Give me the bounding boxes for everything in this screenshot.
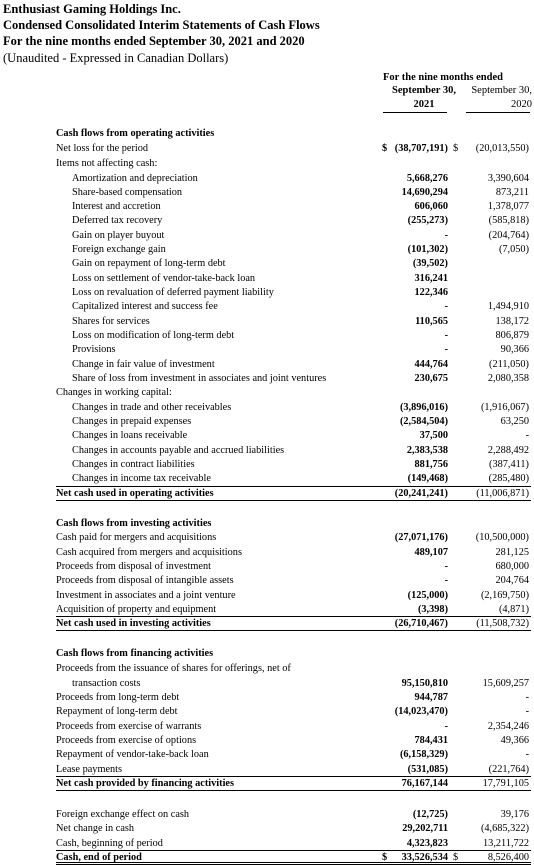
table-row bbox=[0, 415, 534, 428]
table-row bbox=[0, 329, 534, 342]
row-label: Foreign exchange gain bbox=[72, 244, 166, 255]
table-row bbox=[0, 720, 534, 733]
value-2021: (38,707,191) bbox=[394, 143, 448, 154]
row-label: Shares for services bbox=[72, 316, 150, 327]
value-2020: 8,526,400 bbox=[487, 852, 529, 863]
value-2020: 63,250 bbox=[500, 416, 529, 427]
value-2021: 122,346 bbox=[414, 287, 448, 298]
value-2020: (221,764) bbox=[488, 764, 529, 775]
value-2021: (26,710,467) bbox=[394, 618, 448, 629]
value-2020: 281,125 bbox=[495, 547, 529, 558]
row-label: transaction costs bbox=[72, 678, 141, 689]
row-label: Changes in working capital: bbox=[56, 387, 172, 398]
table-row bbox=[0, 763, 534, 776]
value-2021: - bbox=[444, 721, 448, 732]
table-row bbox=[0, 358, 534, 371]
row-label: Net change in cash bbox=[56, 823, 135, 834]
table-row bbox=[0, 748, 534, 761]
table-row bbox=[0, 272, 534, 285]
value-2020: 17,791,105 bbox=[482, 778, 529, 789]
section-total-row bbox=[0, 487, 534, 500]
section-total-row bbox=[0, 617, 534, 630]
value-2021: (39,502) bbox=[412, 258, 448, 269]
table-row bbox=[0, 200, 534, 213]
table-row bbox=[0, 734, 534, 747]
value-2020: 2,288,492 bbox=[487, 445, 529, 456]
value-2020: - bbox=[525, 692, 529, 703]
investing-bottom-rule bbox=[56, 630, 531, 631]
value-2020: - bbox=[525, 706, 529, 717]
value-2021: (2,584,504) bbox=[399, 416, 448, 427]
row-label: Share-based compensation bbox=[72, 187, 183, 198]
company-name: Enthusiast Gaming Holdings Inc. bbox=[3, 2, 181, 16]
value-2020: (585,818) bbox=[488, 215, 529, 226]
value-2021: 784,431 bbox=[414, 735, 448, 746]
table-row bbox=[0, 837, 534, 850]
row-label: Net loss for the period bbox=[56, 143, 149, 154]
row-label: Changes in income tax receivable bbox=[72, 473, 211, 484]
table-row bbox=[0, 315, 534, 328]
row-label: Proceeds from exercise of warrants bbox=[56, 721, 202, 732]
row-label: Proceeds from disposal of investment bbox=[56, 561, 211, 572]
value-2020: 806,879 bbox=[495, 330, 529, 341]
row-label: Net cash provided by financing activities bbox=[56, 778, 235, 789]
value-2021: (6,158,329) bbox=[399, 749, 448, 760]
column-group-label: For the nine months ended bbox=[383, 72, 503, 83]
value-2020: (10,500,000) bbox=[475, 532, 529, 543]
row-label: Cash, end of period bbox=[56, 852, 142, 863]
value-2020: (7,050) bbox=[498, 244, 529, 255]
row-label: Change in fair value of investment bbox=[72, 359, 215, 370]
section-heading bbox=[0, 127, 534, 140]
table-row bbox=[0, 458, 534, 471]
row-label: Provisions bbox=[72, 344, 116, 355]
row-label: Proceeds from exercise of options bbox=[56, 735, 197, 746]
row-label: Changes in trade and other receivables bbox=[72, 402, 232, 413]
value-2021: 110,565 bbox=[415, 316, 448, 327]
table-row bbox=[0, 300, 534, 313]
value-2021: (12,725) bbox=[412, 809, 448, 820]
value-2021: - bbox=[444, 561, 448, 572]
row-label: Changes in prepaid expenses bbox=[72, 416, 192, 427]
ending-cash-top-rule bbox=[56, 850, 531, 851]
table-row bbox=[0, 444, 534, 457]
value-2020: 2,354,246 bbox=[487, 721, 529, 732]
value-2021: (149,468) bbox=[407, 473, 448, 484]
value-2020: 49,366 bbox=[500, 735, 529, 746]
value-2021: - bbox=[444, 230, 448, 241]
value-2020: (1,916,067) bbox=[480, 402, 529, 413]
row-label: Investment in associates and a joint venture bbox=[56, 590, 236, 601]
row-label: Cash flows from investing activities bbox=[56, 518, 212, 529]
operating-total-rule bbox=[56, 486, 531, 487]
row-label: Changes in accounts payable and accrued liabilities bbox=[72, 445, 285, 456]
row-label: Loss on revaluation of deferred payment liability bbox=[72, 287, 274, 298]
value-2021: (27,071,176) bbox=[394, 532, 448, 543]
value-2020: 1,494,910 bbox=[487, 301, 529, 312]
value-2020: (11,006,871) bbox=[476, 488, 529, 499]
financing-total-rule bbox=[56, 776, 531, 777]
value-2020: (4,871) bbox=[498, 604, 529, 615]
value-2020: (211,050) bbox=[489, 359, 529, 370]
currency-note: (Unaudited - Expressed in Canadian Dollars) bbox=[3, 51, 229, 65]
table-row bbox=[0, 142, 534, 155]
table-row bbox=[0, 343, 534, 356]
row-label: Interest and accretion bbox=[72, 201, 161, 212]
value-2021: 14,690,294 bbox=[401, 187, 448, 198]
currency-symbol-2020: $ bbox=[453, 143, 459, 154]
value-2021: 489,107 bbox=[414, 547, 448, 558]
row-label: Proceeds from long-term debt bbox=[56, 692, 180, 703]
row-label: Capitalized interest and success fee bbox=[72, 301, 218, 312]
row-label: Cash flows from financing activities bbox=[56, 648, 214, 659]
value-2021: (255,273) bbox=[407, 215, 448, 226]
value-2021: - bbox=[444, 330, 448, 341]
row-label: Net cash used in investing activities bbox=[56, 618, 211, 629]
section-total-row bbox=[0, 777, 534, 790]
table-row bbox=[0, 172, 534, 185]
value-2021: (101,302) bbox=[407, 244, 448, 255]
value-2021: (531,085) bbox=[407, 764, 448, 775]
table-row bbox=[0, 822, 534, 835]
value-2021: 95,150,810 bbox=[401, 678, 448, 689]
table-row bbox=[0, 286, 534, 299]
operating-bottom-rule bbox=[56, 500, 531, 501]
table-row bbox=[0, 186, 534, 199]
value-2020: 873,211 bbox=[495, 187, 529, 198]
row-label: Cash acquired from mergers and acquisitions bbox=[56, 547, 242, 558]
value-2021: 37,500 bbox=[419, 430, 448, 441]
currency-symbol-2021: $ bbox=[382, 852, 388, 863]
row-label: Proceeds from the issuance of shares for offerings, net of bbox=[56, 663, 291, 674]
table-row bbox=[0, 531, 534, 544]
table-row bbox=[0, 429, 534, 442]
table-row bbox=[0, 808, 534, 821]
table-row bbox=[0, 401, 534, 414]
financing-bottom-rule bbox=[56, 790, 531, 791]
table-row bbox=[0, 705, 534, 718]
value-2020: - bbox=[525, 430, 529, 441]
section-heading bbox=[0, 517, 534, 530]
currency-symbol-2020: $ bbox=[453, 852, 459, 863]
investing-total-rule bbox=[56, 616, 531, 617]
column-2021-date: September 30, bbox=[392, 85, 456, 96]
table-row bbox=[0, 372, 534, 385]
value-2020: 680,000 bbox=[495, 561, 529, 572]
value-2021: 29,202,711 bbox=[402, 823, 448, 834]
row-label: Gain on repayment of long-term debt bbox=[72, 258, 226, 269]
value-2020: (387,411) bbox=[489, 459, 529, 470]
column-2021-year: 2021 bbox=[413, 99, 435, 110]
table-row bbox=[0, 574, 534, 587]
table-row bbox=[0, 677, 534, 690]
value-2020: 1,378,077 bbox=[487, 201, 529, 212]
value-2020: (20,013,550) bbox=[475, 143, 529, 154]
table-row bbox=[0, 243, 534, 256]
row-label: Gain on player buyout bbox=[72, 230, 165, 241]
table-row bbox=[0, 257, 534, 270]
row-label: Deferred tax recovery bbox=[72, 215, 163, 226]
value-2021: 33,526,534 bbox=[401, 852, 448, 863]
row-label: Cash paid for mergers and acquisitions bbox=[56, 532, 217, 543]
column-2020-date: September 30, bbox=[471, 85, 532, 96]
table-row bbox=[0, 560, 534, 573]
row-label: Acquisition of property and equipment bbox=[56, 604, 217, 615]
value-2020: 2,080,358 bbox=[487, 373, 529, 384]
row-label: Amortization and depreciation bbox=[72, 173, 198, 184]
value-2020: (4,685,322) bbox=[480, 823, 529, 834]
value-2020: (2,169,750) bbox=[480, 590, 529, 601]
table-row bbox=[0, 229, 534, 242]
table-row bbox=[0, 386, 534, 399]
row-label: Repayment of vendor-take-back loan bbox=[56, 749, 209, 760]
table-row bbox=[0, 472, 534, 485]
row-label: Cash, beginning of period bbox=[56, 838, 163, 849]
value-2020: - bbox=[525, 749, 529, 760]
table-row bbox=[0, 589, 534, 602]
row-label: Changes in contract liabilities bbox=[72, 459, 195, 470]
row-label: Cash flows from operating activities bbox=[56, 128, 215, 139]
value-2021: (125,000) bbox=[407, 590, 448, 601]
section-heading bbox=[0, 647, 534, 660]
value-2021: 4,323,823 bbox=[406, 838, 448, 849]
value-2020: (285,480) bbox=[488, 473, 529, 484]
row-label: Proceeds from disposal of intangible assets bbox=[56, 575, 234, 586]
value-2021: 5,668,276 bbox=[406, 173, 448, 184]
currency-symbol-2021: $ bbox=[382, 143, 388, 154]
value-2021: (20,241,241) bbox=[394, 488, 448, 499]
value-2021: - bbox=[444, 344, 448, 355]
value-2020: 204,764 bbox=[495, 575, 529, 586]
statement-period: For the nine months ended September 30, 2021 and 2020 bbox=[3, 34, 305, 48]
value-2020: 138,172 bbox=[495, 316, 529, 327]
value-2021: 881,756 bbox=[414, 459, 448, 470]
value-2021: 316,241 bbox=[414, 273, 448, 284]
statement-title: Condensed Consolidated Interim Statements of Cash Flows bbox=[3, 18, 320, 32]
value-2020: 15,609,257 bbox=[482, 678, 529, 689]
table-row bbox=[0, 662, 534, 675]
value-2021: 230,675 bbox=[414, 373, 448, 384]
row-label: Lease payments bbox=[56, 764, 123, 775]
table-row bbox=[0, 214, 534, 227]
value-2021: (14,023,470) bbox=[394, 706, 448, 717]
value-2020: 90,366 bbox=[500, 344, 529, 355]
row-label: Items not affecting cash: bbox=[56, 158, 158, 169]
value-2020: 3,390,604 bbox=[487, 173, 529, 184]
value-2021: 944,787 bbox=[414, 692, 448, 703]
value-2021: - bbox=[444, 301, 448, 312]
table-row bbox=[0, 691, 534, 704]
column-2020-year: 2020 bbox=[511, 99, 532, 110]
table-row bbox=[0, 603, 534, 616]
row-label: Changes in loans receivable bbox=[72, 430, 188, 441]
value-2020: (204,764) bbox=[488, 230, 529, 241]
row-label: Loss on settlement of vendor-take-back loan bbox=[72, 273, 256, 284]
value-2020: 13,211,722 bbox=[483, 838, 529, 849]
value-2021: - bbox=[444, 575, 448, 586]
value-2021: 606,060 bbox=[414, 201, 448, 212]
value-2020: 39,176 bbox=[500, 809, 529, 820]
value-2021: (3,896,016) bbox=[399, 402, 448, 413]
value-2020: (11,508,732) bbox=[476, 618, 529, 629]
value-2021: 2,383,538 bbox=[406, 445, 448, 456]
row-label: Net cash used in operating activities bbox=[56, 488, 214, 499]
row-label: Loss on modification of long-term debt bbox=[72, 330, 235, 341]
table-row bbox=[0, 546, 534, 559]
row-label: Repayment of long-term debt bbox=[56, 706, 178, 717]
row-label: Foreign exchange effect on cash bbox=[56, 809, 190, 820]
value-2021: (3,398) bbox=[417, 604, 448, 615]
value-2021: 444,764 bbox=[414, 359, 448, 370]
table-row bbox=[0, 157, 534, 170]
row-label: Share of loss from investment in associates and joint ventures bbox=[72, 373, 327, 384]
value-2021: 76,167,144 bbox=[401, 778, 448, 789]
